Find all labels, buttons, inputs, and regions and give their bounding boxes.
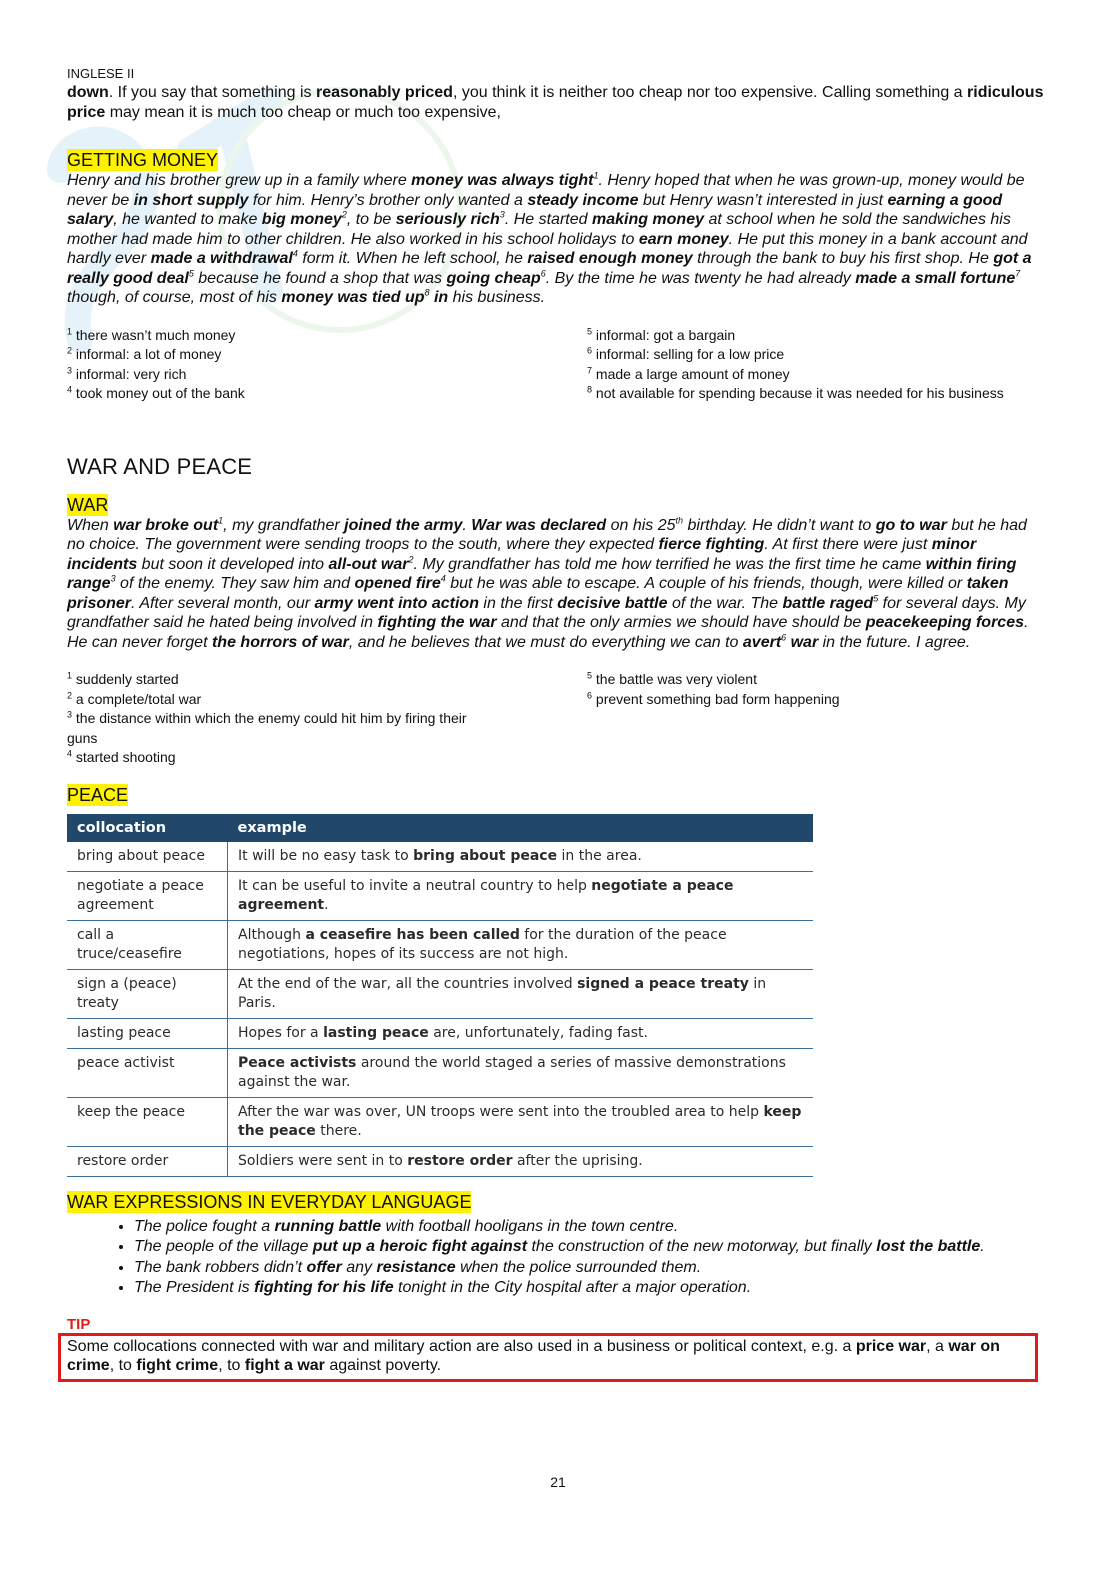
table-row [67,1146,813,1176]
example-cell [228,871,814,920]
footnote-text: not available for spending because it was needed for his business [592,385,1004,401]
example-cell [228,1146,814,1176]
text-run: against poverty. [324,1357,442,1374]
footnote [587,384,1047,404]
collocation-term: made a small fortune [855,269,1016,287]
table-row [67,920,813,969]
footnotes-right [587,670,1047,768]
getting-money-paragraph [67,171,1047,308]
collocation-term: steady income [527,191,639,209]
example-cell [228,1048,814,1097]
collocation-term: raised enough money [527,250,693,267]
footnote-number: 8 [587,384,593,395]
text-run: . My grandfather has told me how terrified he was the first time he came [413,555,926,573]
text-run: because he found a shop that was [193,269,447,287]
text-run: . If you say that something is [108,84,316,101]
text-run: . After several month, our [131,594,315,612]
table-header-row [67,814,813,842]
text-run: . At first there were just [764,536,932,553]
collocation-term: decisive battle [557,594,668,612]
footnote [587,326,1047,346]
collocation-term: a ceasefire has been called [305,926,520,943]
collocation-term: War was declared [471,516,607,534]
footnote-ref: 6 [781,632,787,643]
collocation-cell: peace activist [67,1048,228,1097]
text-run: for several days. My grandfather said he hated being involved in [67,594,1026,631]
collocation-term: signed a peace treaty [577,975,749,992]
text-run: but he had no choice. The government were sending troops to the south, where they expected [67,516,1027,553]
collocation-term: army went into action [314,594,479,612]
footnote-text: informal: very rich [72,365,187,382]
war-and-peace-title: WAR AND PEACE [67,453,253,479]
running-head: INGLESE II [67,66,135,81]
text-run: , my grandfather [223,516,345,534]
footnote-text: informal: got a bargain [592,326,736,343]
collocation-term: war broke out [113,516,219,534]
text-run: in the area. [557,847,642,864]
table-row [67,842,813,872]
collocation-term: put up a heroic fight against [312,1238,528,1255]
text-run: , a [926,1337,949,1355]
text-run: when the police surrounded them. [455,1258,702,1276]
collocation-term: minor incidents [67,536,977,573]
footnote-ref: 4 [440,573,446,584]
collocation-term: restore order [407,1152,513,1169]
table-row [67,1097,813,1146]
text-run: in Paris. [238,975,767,1011]
text-run: birthday. He didn’t want to [683,516,876,534]
text-run: for the duration of the peace negotiations, hopes of its success are not high. [238,926,727,962]
collocation-term: lost the battle [876,1238,981,1255]
collocation-term: fierce fighting [658,536,765,553]
collocation-term: seriously rich [395,211,500,228]
collocation-term: money was always tight [411,172,594,189]
footnote-text: informal: selling for a low price [592,346,785,362]
collocation-term: money was tied up [281,289,425,306]
footnote [67,709,497,748]
list-item [134,1217,1047,1238]
table-row [67,969,813,1018]
footnote-text: started shooting [72,749,176,765]
collocation-term: fight a war [244,1357,325,1374]
footnote-number: 6 [587,689,593,700]
footnote-text: a complete/total war [72,690,202,707]
text-run: through the bank to buy his first shop. He [692,250,994,267]
collocation-cell: call a truce/ceasefire [67,920,228,969]
footnotes-left [67,670,497,768]
example-cell [228,842,814,872]
text-run: . He put this money in a bank account and hardly ever [67,230,1028,267]
text-run: It will be no easy task to [238,847,414,864]
text-run: tonight in the City hospital after a major operation. [393,1279,752,1296]
table-row [67,1018,813,1048]
text-run: . By the time he was twenty he had already [545,269,856,287]
collocation-term: going cheap [446,269,541,287]
footnotes-left [67,326,587,404]
getting-money-footnotes [67,326,1047,404]
collocation-term: in [429,289,449,306]
page-number: 21 [550,1474,566,1490]
text-run: , he wanted to make [113,211,262,228]
text-run: around the world staged a series of massive demonstrations against the war. [238,1054,786,1090]
footnote-text: suddenly started [72,671,179,687]
text-run: , and he believes that we must do everything we can to [348,633,743,651]
text-run: with football hooligans in the town centre. [381,1217,679,1235]
collocation-term: fighting for his life [254,1279,394,1296]
footnote-number: 1 [67,670,73,681]
footnote-number: 3 [67,709,73,720]
tip-box [58,1333,1038,1382]
list-item [134,1258,1047,1279]
footnote-number: 7 [587,364,593,375]
collocation-term: the horrors of war [211,633,349,651]
text-run: , to be [346,211,396,228]
collocation-cell: keep the peace [67,1097,228,1146]
footnote-number: 2 [67,345,73,356]
collocation-term: war [786,633,819,651]
text-run: . [462,516,472,534]
footnote-ref: 6 [540,268,546,279]
column-header-collocation: collocation [67,814,228,842]
footnote-number: 2 [67,689,73,700]
collocation-term: running battle [274,1217,382,1235]
collocation-term: go to war [875,516,947,534]
footnote-ref: 1 [593,170,599,181]
footnote [67,345,587,365]
footnote-number: 6 [587,345,593,356]
text-run: Although [238,926,306,943]
example-cell [228,1097,814,1146]
text-run: though, of course, most of his [67,289,282,306]
example-cell [228,1018,814,1048]
war-footnotes [67,670,1047,768]
collocation-term: down [67,84,109,101]
peace-collocations-table [67,814,813,1177]
footnote-text: informal: a lot of money [72,346,222,362]
footnote-ref: 2 [341,209,347,220]
footnote-ref: 8 [424,287,430,298]
text-run: Henry and his brother grew up in a family where [67,172,412,189]
footnote-text: prevent something bad form happening [592,690,840,707]
text-run: in the future. I agree. [818,633,971,651]
collocation-term: avert [742,633,782,651]
footnote [587,365,1047,385]
getting-money-heading: GETTING MONEY [67,150,219,170]
footnote-ref: 1 [218,515,224,526]
footnote-number: 5 [587,670,593,681]
collocation-cell: negotiate a peace agreement [67,871,228,920]
footnote [67,670,497,690]
collocation-term: got a really good deal [67,250,1032,287]
text-run: after the uprising. [512,1152,643,1169]
collocation-term: battle raged [782,594,874,612]
footnote-text: there wasn’t much money [72,326,236,343]
collocation-term: joined the army [344,516,463,534]
list-item [134,1278,1047,1299]
text-run: his business. [448,289,546,306]
text-run: The bank robbers didn’t [134,1258,307,1276]
intro-paragraph [67,83,1047,122]
collocation-term: bring about peace [413,847,558,864]
example-cell [228,920,814,969]
text-run: any [341,1258,377,1276]
footnote-ref: 5 [873,593,879,604]
collocation-term: lasting peace [323,1024,429,1041]
text-run: When [67,516,114,534]
column-header-example: example [228,814,814,842]
footnote-number: 1 [67,325,73,336]
page-content [67,66,1047,1382]
war-paragraph [67,516,1047,653]
collocation-cell: bring about peace [67,842,228,872]
collocation-term: earn money [638,230,729,248]
text-run: . [324,896,329,913]
text-run: , you think it is neither too cheap nor too expensive. Calling something a [452,84,968,101]
collocation-term: made a withdrawal [150,250,293,267]
collocation-term: all-out war [328,555,409,573]
table-row [67,871,813,920]
collocation-term: fight crime [136,1357,219,1374]
collocation-cell: restore order [67,1146,228,1176]
footnote [67,384,587,404]
text-run: It can be useful to invite a neutral country to help [238,877,592,894]
text-run: The President is [134,1279,255,1296]
war-expressions-list [67,1217,1047,1299]
footnotes-right [587,326,1047,404]
text-run: The people of the village [134,1238,313,1255]
collocation-term: big money [261,211,342,228]
text-run: of the enemy. They saw him and [115,575,355,592]
example-cell [228,969,814,1018]
collocation-term: fighting the war [377,614,497,631]
footnote-ref: 5 [188,268,194,279]
text-run: At the end of the war, all the countries involved [238,975,578,992]
text-run: at school when he sold the sandwiches his mother had made him to other children. He also worked in his school holidays to [67,211,1011,248]
text-run: there. [315,1122,362,1139]
footnote-number: 4 [67,748,73,759]
collocation-cell: sign a (peace) treaty [67,969,228,1018]
collocation-term: within firing range [67,555,1017,592]
text-run: in the first [478,594,558,612]
footnote-text: the battle was very violent [592,671,757,687]
footnote-text: the distance within which the enemy could hit him by firing their guns [67,710,467,746]
text-run: but soon it developed into [137,555,329,573]
text-run: . He can never forget [67,614,1029,651]
collocation-term: earning a good salary [67,191,1003,228]
footnote [587,670,1047,690]
collocation-term: taken prisoner [67,575,1009,612]
footnote-number: 3 [67,364,73,375]
footnote [67,748,497,768]
text-run: but he was able to escape. A couple of his friends, though, were killed or [445,575,967,592]
collocation-term: ridiculous price [67,84,1044,121]
text-run: may mean it is much too cheap or much too expensive, [105,103,501,121]
text-run: . [980,1238,985,1255]
footnote-ref: 7 [1015,268,1021,279]
text-run: . He started [504,211,592,228]
list-item [134,1237,1047,1258]
collocation-term: negotiate a peace agreement [238,877,734,913]
tip-label: TIP [67,1315,91,1333]
footnote-ref: th [675,515,684,526]
footnote-ref: 3 [110,573,116,584]
collocation-term: in short supply [133,191,249,209]
collocation-term: opened fire [354,575,441,592]
collocation-cell: lasting peace [67,1018,228,1048]
footnote [67,326,587,346]
collocation-term: resistance [376,1258,456,1276]
text-run: . Henry hoped that when he was grown-up, money would be never be [67,172,1025,209]
footnote-ref: 3 [499,209,505,220]
footnote [67,365,587,385]
footnote [587,690,1047,710]
collocation-term: Peace activists [238,1054,357,1071]
collocation-term: peacekeeping forces [865,614,1024,631]
text-run: The police fought a [134,1217,275,1235]
footnote-ref: 4 [292,248,298,259]
footnote-ref: 2 [408,554,414,565]
text-run: Some collocations connected with war and military action are also used in a business or political context, e.g. a [67,1337,856,1355]
peace-heading: PEACE [67,784,129,805]
text-run: and that the only armies we should have should be [496,614,866,631]
war-heading: WAR [67,494,109,515]
table-row [67,1048,813,1097]
collocation-term: making money [591,211,704,228]
collocation-term: war on crime [67,1337,1000,1374]
text-run: for him. Henry’s brother only wanted a [248,191,528,209]
collocation-term: offer [306,1258,342,1276]
footnote-text: made a large amount of money [592,365,790,382]
text-run: on his 25 [606,516,676,534]
text-run: but Henry wasn’t interested in just [638,191,888,209]
text-run: , to [109,1357,137,1374]
text-run: , to [218,1357,245,1374]
collocation-term: keep the peace [238,1103,802,1139]
footnote-number: 4 [67,384,73,395]
text-run: Hopes for a [238,1024,324,1041]
table-body [67,842,813,1177]
text-run: form it. When he left school, he [297,250,528,267]
war-expressions-heading: WAR EXPRESSIONS IN EVERYDAY LANGUAGE [67,1191,472,1212]
footnote-text: took money out of the bank [72,385,245,401]
text-run: of the war. The [667,594,783,612]
collocation-term: price war [855,1337,927,1355]
text-run: After the war was over, UN troops were sent into the troubled area to help [238,1103,764,1120]
text-run: Soldiers were sent in to [238,1152,408,1169]
footnote [67,690,497,710]
text-run: the construction of the new motorway, but finally [527,1238,877,1255]
text-run: are, unfortunately, fading fast. [428,1024,648,1041]
footnote-number: 5 [587,325,593,336]
footnote [587,345,1047,365]
collocation-term: reasonably priced [315,84,453,101]
